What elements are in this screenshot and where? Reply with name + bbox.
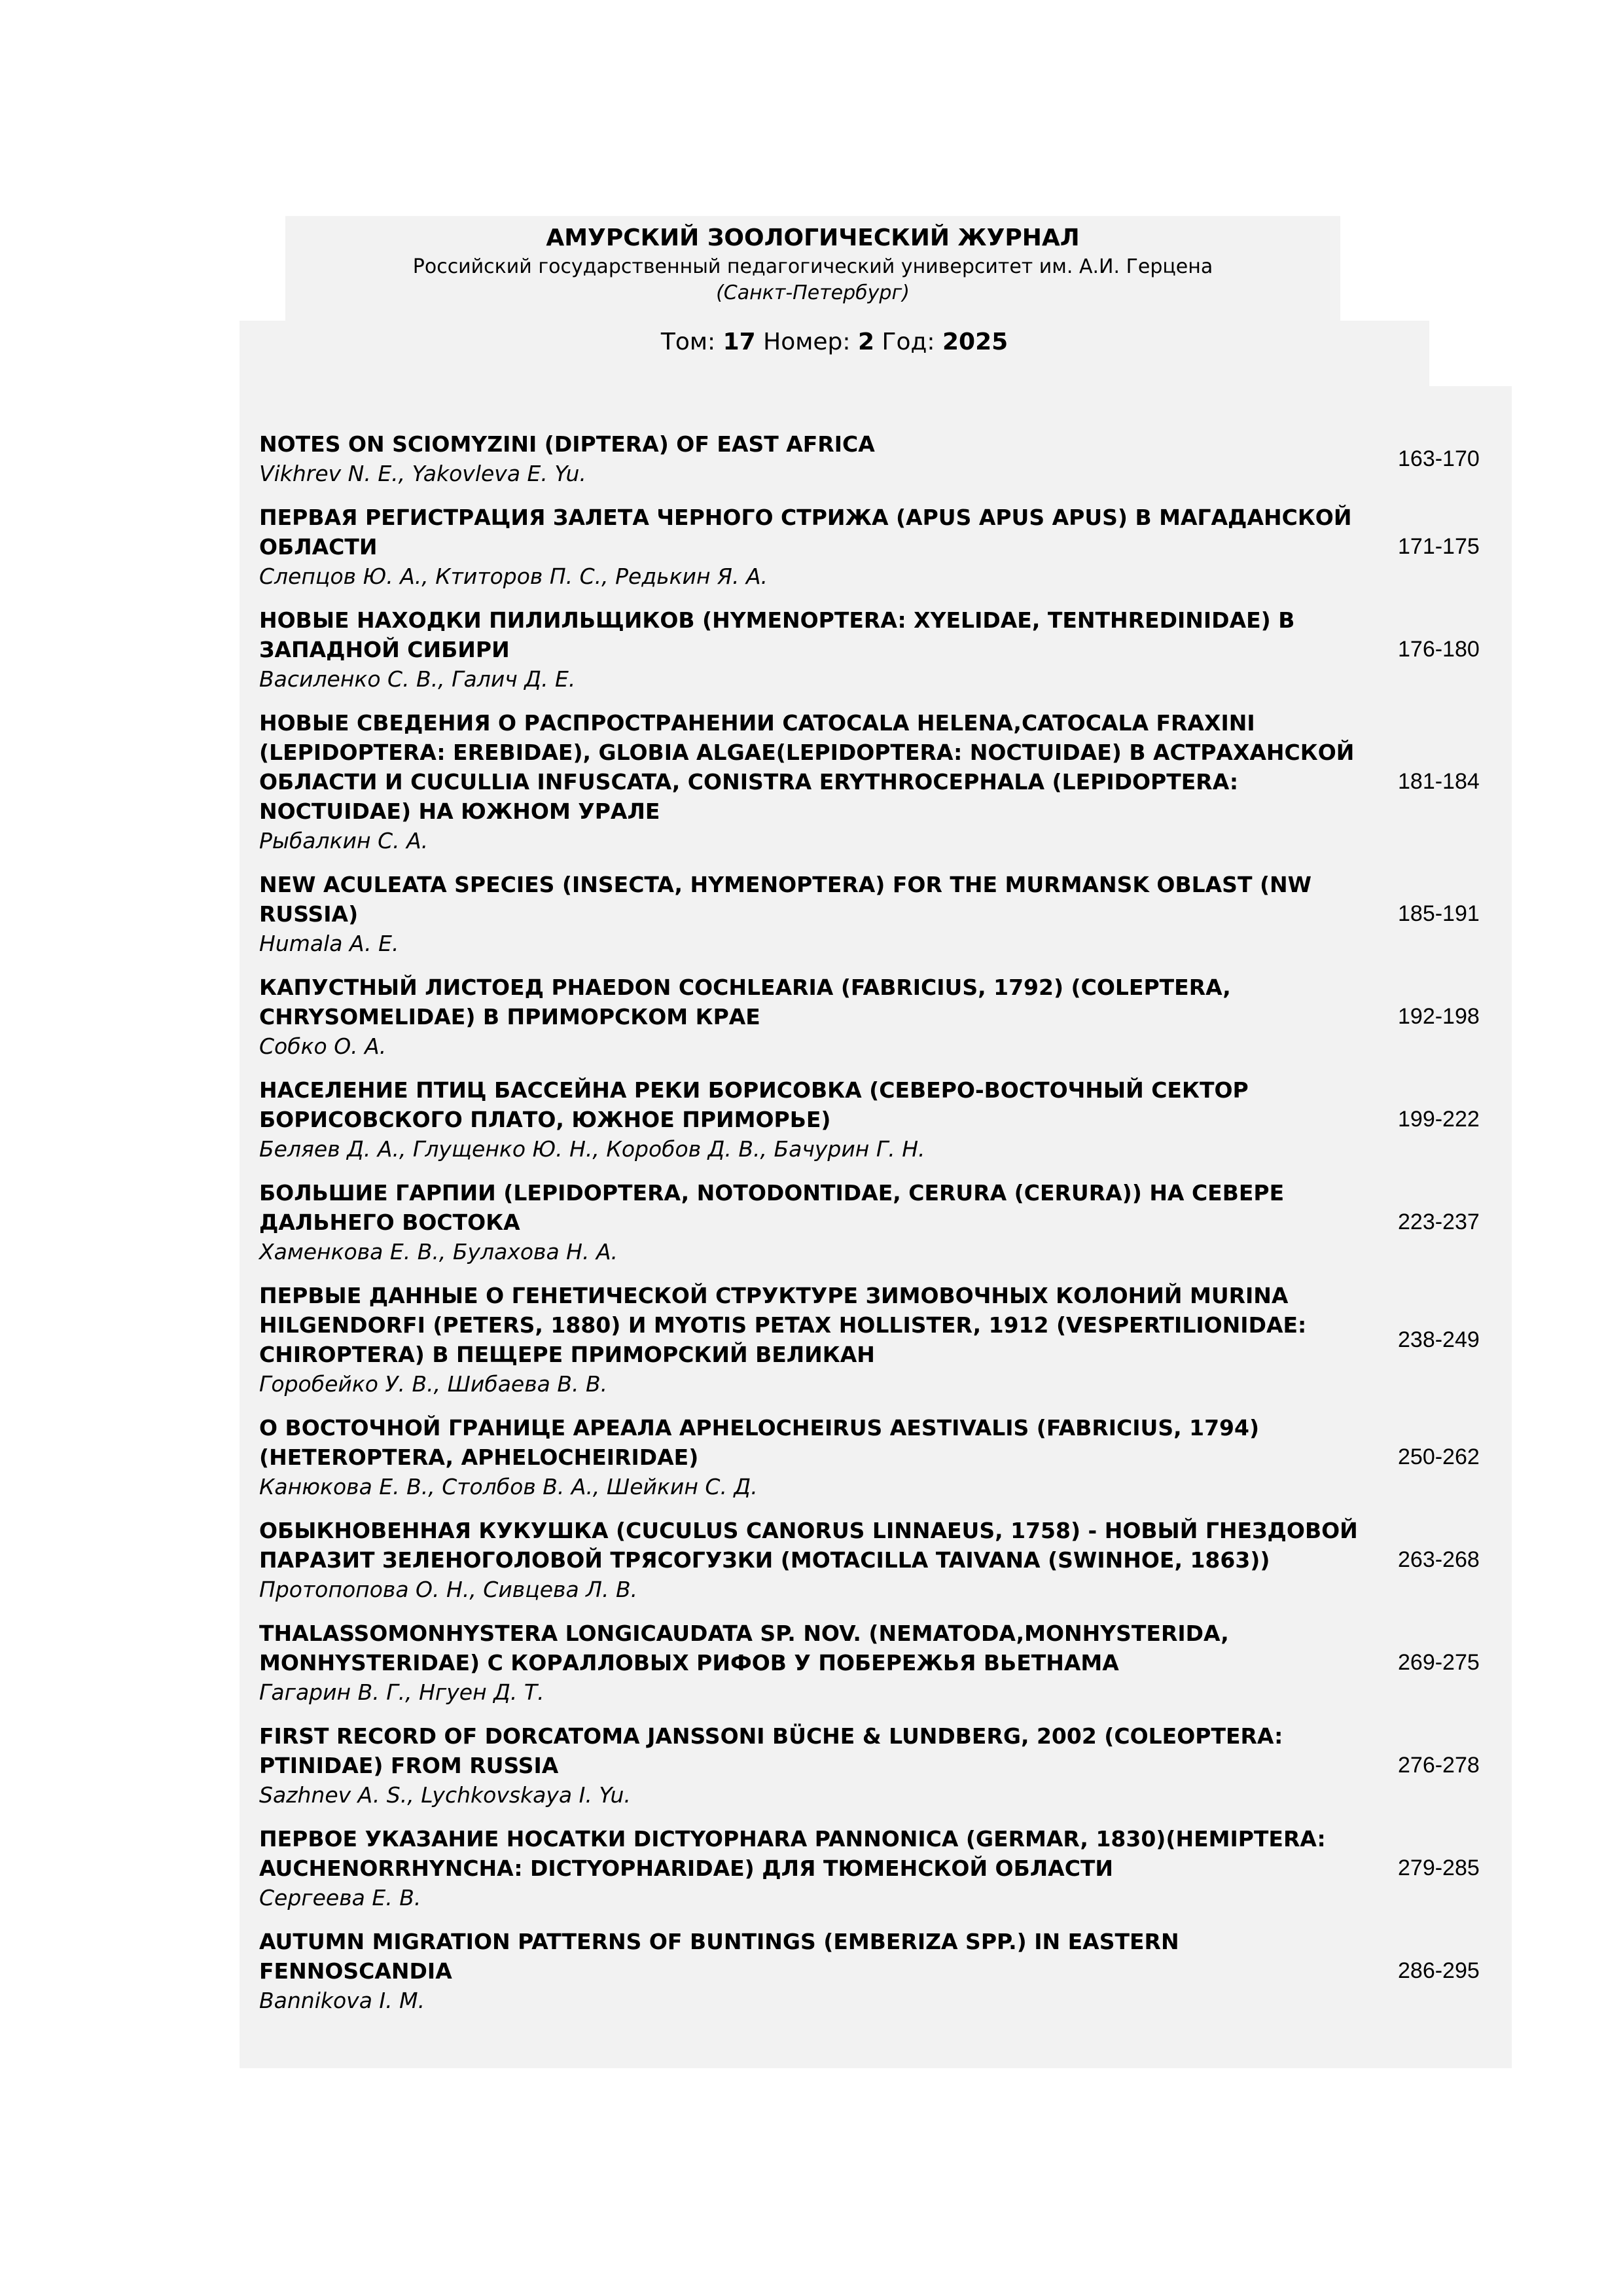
article-pages: 223-237: [1398, 1210, 1480, 1234]
article-authors: Горобейко У. В., Шибаева В. В.: [259, 1371, 608, 1397]
article-list: [259, 429, 1503, 2030]
article-body: [259, 1619, 1372, 1707]
article-entry[interactable]: [259, 503, 1503, 591]
journal-city: (Санкт-Петербург): [716, 281, 910, 304]
article-body: [259, 708, 1372, 855]
article-title[interactable]: НОВЫЕ СВЕДЕНИЯ О РАСПРОСТРАНЕНИИ CATOCALA HELENA,CATOCALA FRAXINI (LEPIDOPTERA: EREBIDAE), GLOBIA ALGAE(LEPIDOPTERA: NOCTUIDAE) В АСТРАХАНСКОЙ ОБЛАСТИ И CUCULLIA INFUSCATA, CONISTRA ERYTHROCEPHALA (LEPIDOPTERA: NOCTUIDAE) НА ЮЖНОМ УРАЛЕ: [259, 710, 1355, 824]
article-authors: Humala A. E.: [259, 931, 399, 956]
article-title[interactable]: ПЕРВАЯ РЕГИСТРАЦИЯ ЗАЛЕТА ЧЕРНОГО СТРИЖА (APUS APUS APUS) В МАГАДАНСКОЙ ОБЛАСТИ: [259, 505, 1352, 560]
article-authors: Sazhnev A. S., Lychkovskaya I. Yu.: [259, 1782, 631, 1808]
year-label: Год:: [882, 329, 935, 355]
article-title[interactable]: NEW ACULEATA SPECIES (INSECTA, HYMENOPTERA) FOR THE MURMANSK OBLAST (NW RUSSIA): [259, 872, 1312, 927]
article-title[interactable]: THALASSOMONHYSTERA LONGICAUDATA SP. NOV. (NEMATODA,MONHYSTERIDA, MONHYSTERIDAE) С КОРАЛЛОВЫХ РИФОВ У ПОБЕРЕЖЬЯ ВЬЕТНАМА: [259, 1621, 1229, 1676]
article-pages: 269-275: [1398, 1650, 1480, 1675]
article-body: [259, 605, 1372, 694]
article-body: [259, 429, 1372, 488]
article-authors: Слепцов Ю. А., Ктиторов П. С., Редькин Я. А.: [259, 564, 768, 589]
article-pages: 263-268: [1398, 1547, 1480, 1572]
article-authors: Василенко С. В., Галич Д. Е.: [259, 666, 576, 692]
article-pages: 286-295: [1398, 1958, 1480, 1983]
article-authors: Хаменкова Е. В., Булахова Н. А.: [259, 1239, 618, 1265]
article-pages: 163-170: [1398, 446, 1480, 471]
article-entry[interactable]: [259, 1721, 1503, 1810]
article-body: [259, 1281, 1372, 1399]
article-title[interactable]: НАСЕЛЕНИЕ ПТИЦ БАССЕЙНА РЕКИ БОРИСОВКА (СЕВЕРО-ВОСТОЧНЫЙ СЕКТОР БОРИСОВСКОГО ПЛАТО, ЮЖНОЕ ПРИМОРЬЕ): [259, 1077, 1249, 1132]
article-title[interactable]: ПЕРВЫЕ ДАННЫЕ О ГЕНЕТИЧЕСКОЙ СТРУКТУРЕ ЗИМОВОЧНЫХ КОЛОНИЙ MURINA HILGENDORFI (PETERS, 1880) И MYOTIS PETAX HOLLISTER, 1912 (VESPERTILIONIDAE: CHIROPTERA) В ПЕЩЕРЕ ПРИМОРСКИЙ ВЕЛИКАН: [259, 1283, 1307, 1367]
journal-institution: Российский государственный педагогический университет им. А.И. Герцена: [412, 255, 1213, 278]
article-entry[interactable]: [259, 1824, 1503, 1912]
article-pages: 276-278: [1398, 1753, 1480, 1778]
article-body: [259, 973, 1372, 1061]
article-entry[interactable]: [259, 708, 1503, 855]
article-body: [259, 1824, 1372, 1912]
journal-header: [285, 216, 1340, 321]
article-title[interactable]: КАПУСТНЫЙ ЛИСТОЕД PHAEDON COCHLEARIA (FABRICIUS, 1792) (COLEPTERA, CHRYSOMELIDAE) В ПРИМОРСКОМ КРАЕ: [259, 975, 1231, 1030]
article-authors: Беляев Д. А., Глущенко Ю. Н., Коробов Д. В., Бачурин Г. Н.: [259, 1136, 925, 1162]
article-pages: 171-175: [1398, 534, 1480, 559]
article-pages: 181-184: [1398, 769, 1480, 794]
article-title[interactable]: AUTUMN MIGRATION PATTERNS OF BUNTINGS (EMBERIZA SPP.) IN EASTERN FENNOSCANDIA: [259, 1929, 1179, 1984]
article-entry[interactable]: [259, 429, 1503, 488]
article-title[interactable]: FIRST RECORD OF DORCATOMA JANSSONI BÜCHE & LUNDBERG, 2002 (COLEOPTERA: PTINIDAE) FROM RUSSIA: [259, 1723, 1283, 1778]
article-title[interactable]: ОБЫКНОВЕННАЯ КУКУШКА (CUCULUS CANORUS LINNAEUS, 1758) - НОВЫЙ ГНЕЗДОВОЙ ПАРАЗИТ ЗЕЛЕНОГОЛОВОЙ ТРЯСОГУЗКИ (MOTACILLA TAIVANA (SWINHOE, 1863)): [259, 1518, 1358, 1573]
article-pages: 176-180: [1398, 637, 1480, 662]
article-title[interactable]: БОЛЬШИЕ ГАРПИИ (LEPIDOPTERA, NOTODONTIDAE, CERURA (CERURA)) НА СЕВЕРЕ ДАЛЬНЕГО ВОСТОКА: [259, 1180, 1285, 1235]
article-entry[interactable]: [259, 1178, 1503, 1266]
article-authors: Bannikova I. M.: [259, 1988, 425, 2013]
number-label: Номер:: [763, 329, 851, 355]
article-body: [259, 1927, 1372, 2015]
issue-info: [240, 321, 1429, 386]
article-title[interactable]: НОВЫЕ НАХОДКИ ПИЛИЛЬЩИКОВ (HYMENOPTERA: XYELIDAE, TENTHREDINIDAE) В ЗАПАДНОЙ СИБИРИ: [259, 607, 1295, 662]
article-pages: 199-222: [1398, 1107, 1480, 1132]
article-entry[interactable]: [259, 1927, 1503, 2015]
article-entry[interactable]: [259, 1619, 1503, 1707]
article-body: [259, 1516, 1372, 1604]
article-body: [259, 1413, 1372, 1501]
article-body: [259, 1178, 1372, 1266]
article-authors: Канюкова Е. В., Столбов В. А., Шейкин С. Д.: [259, 1474, 758, 1499]
article-pages: 250-262: [1398, 1444, 1480, 1469]
article-pages: 192-198: [1398, 1004, 1480, 1029]
article-authors: Собко О. А.: [259, 1033, 387, 1059]
article-authors: Рыбалкин С. А.: [259, 828, 429, 853]
article-body: [259, 1721, 1372, 1810]
article-authors: Сергеева Е. В.: [259, 1885, 421, 1910]
number-value: 2: [858, 329, 875, 355]
article-pages: 238-249: [1398, 1327, 1480, 1352]
year-value: 2025: [942, 329, 1008, 355]
article-entry[interactable]: [259, 870, 1503, 958]
article-body: [259, 503, 1372, 591]
volume-label: Том:: [660, 329, 716, 355]
article-entry[interactable]: [259, 1516, 1503, 1604]
article-title[interactable]: NOTES ON SCIOMYZINI (DIPTERA) OF EAST AFRICA: [259, 431, 875, 457]
article-entry[interactable]: [259, 605, 1503, 694]
volume-value: 17: [722, 329, 756, 355]
article-title[interactable]: О ВОСТОЧНОЙ ГРАНИЦЕ АРЕАЛА APHELOCHEIRUS AESTIVALIS (FABRICIUS, 1794) (HETEROPTERA, APHELOCHEIRIDAE): [259, 1415, 1260, 1470]
table-of-contents: [240, 386, 1512, 2068]
article-pages: 279-285: [1398, 1856, 1480, 1880]
article-entry[interactable]: [259, 973, 1503, 1061]
article-authors: Vikhrev N. E., Yakovleva E. Yu.: [259, 461, 586, 486]
article-authors: Протопопова О. Н., Сивцева Л. В.: [259, 1577, 638, 1602]
article-title[interactable]: ПЕРВОЕ УКАЗАНИЕ НОСАТКИ DICTYOPHARA PANNONICA (GERMAR, 1830)(HEMIPTERA: AUCHENORRHYNCHA: DICTYOPHARIDAE) ДЛЯ ТЮМЕНСКОЙ ОБЛАСТИ: [259, 1826, 1326, 1881]
article-authors: Гагарин В. Г., Нгуен Д. Т.: [259, 1679, 544, 1705]
article-body: [259, 1075, 1372, 1164]
article-entry[interactable]: [259, 1281, 1503, 1399]
article-body: [259, 870, 1372, 958]
article-pages: 185-191: [1398, 901, 1480, 926]
journal-title: АМУРСКИЙ ЗООЛОГИЧЕСКИЙ ЖУРНАЛ: [546, 224, 1080, 251]
article-entry[interactable]: [259, 1413, 1503, 1501]
article-entry[interactable]: [259, 1075, 1503, 1164]
